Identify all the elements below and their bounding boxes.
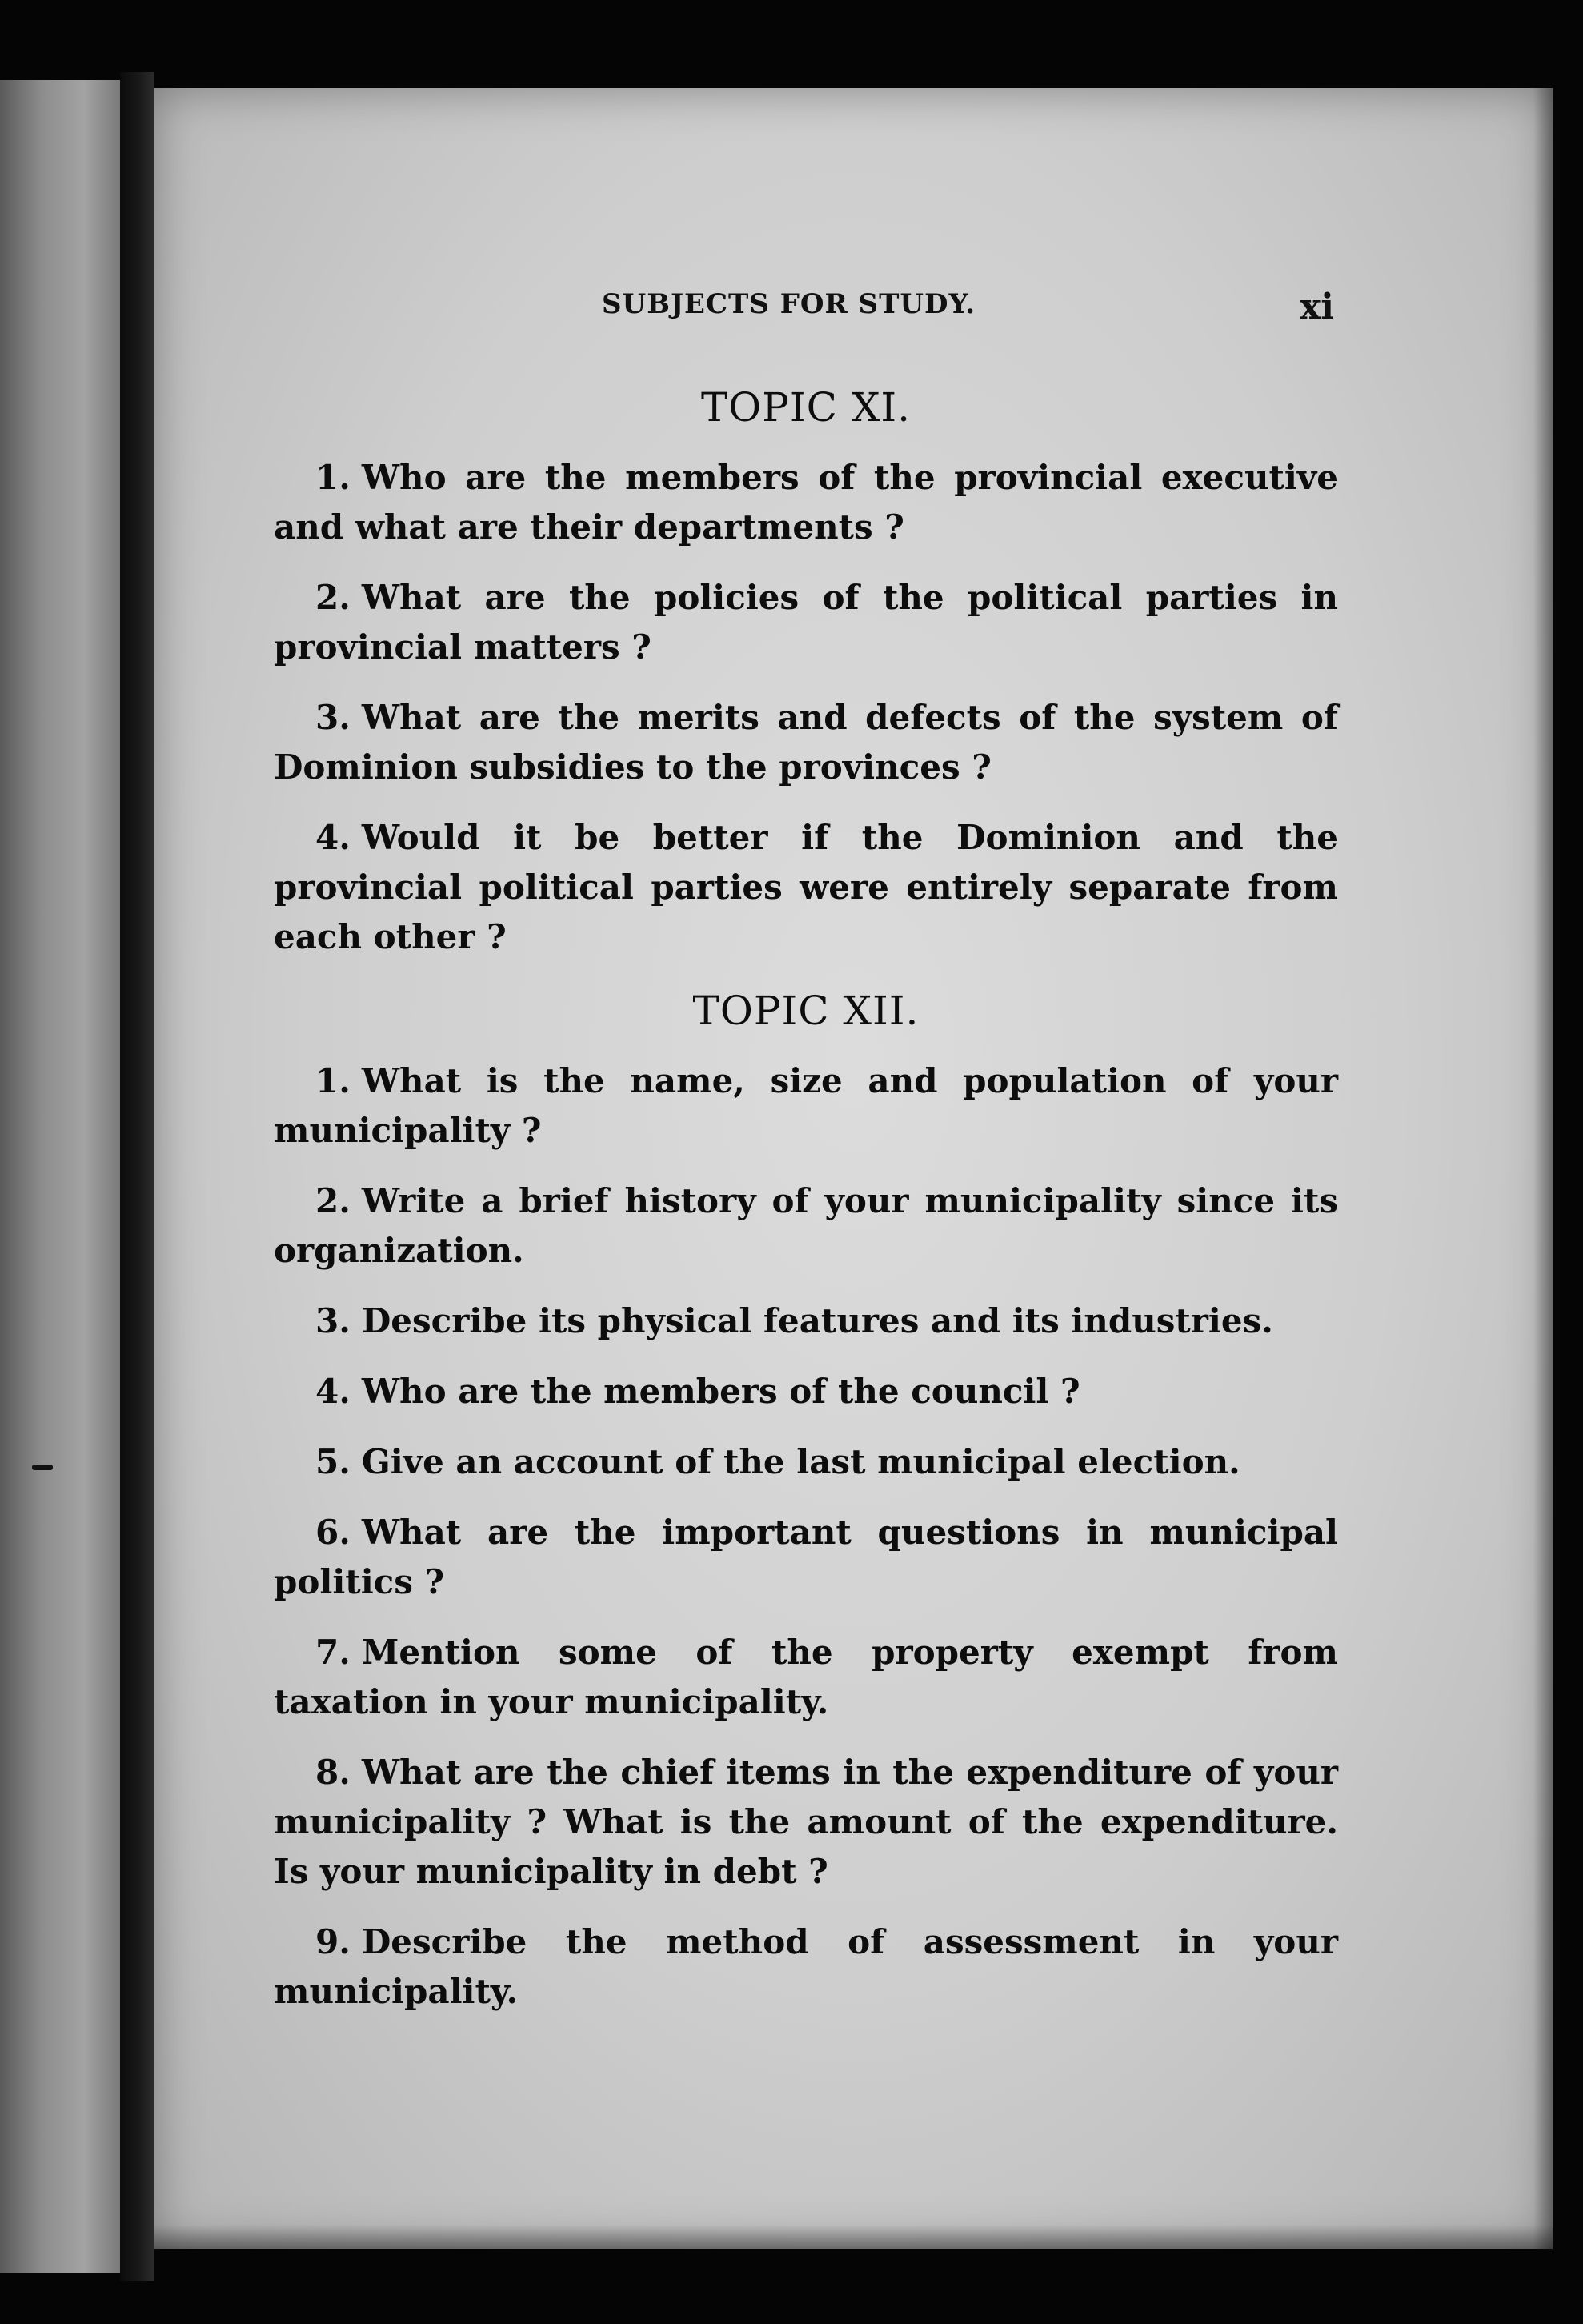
question-text: Would it be better if the Dominion and the provincial political parties were entirely separate from each other ? [274, 818, 1338, 956]
page-body [274, 384, 1338, 2038]
question-text: What are the policies of the political parties in provincial matters ? [274, 578, 1338, 667]
question-text: What is the name, size and population of your municipality ? [274, 1061, 1338, 1150]
question-item [274, 1508, 1338, 1607]
question-item [274, 1056, 1338, 1156]
question-number: 5. [315, 1442, 351, 1481]
running-head: SUBJECTS FOR STUDY. [602, 288, 976, 320]
question-item [274, 693, 1338, 792]
question-item [274, 1367, 1338, 1416]
ink-speck [32, 1465, 53, 1470]
question-item [274, 1296, 1338, 1346]
book-page [154, 88, 1553, 2249]
question-text: What are the chief items in the expenditure of your municipality ? What is the amount of the expenditure. Is your municipality in debt ? [274, 1753, 1338, 1891]
topic-heading: TOPIC XII. [692, 988, 920, 1034]
book-gutter [120, 72, 154, 2281]
page-number: xi [1300, 286, 1334, 327]
question-item [274, 1176, 1338, 1276]
question-number: 4. [315, 818, 351, 857]
question-item [274, 573, 1338, 672]
question-text: Write a brief history of your municipality since its organization. [274, 1181, 1338, 1270]
question-item [274, 1437, 1338, 1487]
question-text: Describe its physical features and its industries. [361, 1301, 1273, 1340]
question-item [274, 813, 1338, 962]
question-number: 1. [315, 1061, 351, 1100]
page-edge-shadow [1533, 88, 1553, 2249]
question-number: 2. [315, 1181, 351, 1220]
question-text: Describe the method of assessment in your municipality. [274, 1922, 1338, 2011]
question-text: Mention some of the property exempt from taxation in your municipality. [274, 1633, 1338, 1721]
question-number: 6. [315, 1513, 351, 1552]
page-bottom-shadow [154, 2225, 1553, 2249]
question-number: 7. [315, 1633, 351, 1672]
question-number: 8. [315, 1753, 351, 1792]
topic-heading: TOPIC XI. [700, 384, 912, 431]
question-number: 2. [315, 578, 351, 617]
question-text: Who are the members of the council ? [361, 1372, 1080, 1411]
question-item [274, 453, 1338, 552]
question-number: 9. [315, 1922, 351, 1961]
question-item [274, 1917, 1338, 2017]
question-text: What are the important questions in municipal politics ? [274, 1513, 1338, 1601]
question-number: 3. [315, 1301, 351, 1340]
question-number: 4. [315, 1372, 351, 1411]
facing-page-edge [0, 80, 120, 2273]
question-text: Who are the members of the provincial executive and what are their departments ? [274, 458, 1338, 547]
question-text: Give an account of the last municipal election. [361, 1442, 1240, 1481]
question-item [274, 1628, 1338, 1727]
question-text: What are the merits and defects of the system of Dominion subsidies to the provinces ? [274, 698, 1338, 787]
question-item [274, 1748, 1338, 1897]
question-number: 1. [315, 458, 351, 497]
question-number: 3. [315, 698, 351, 737]
